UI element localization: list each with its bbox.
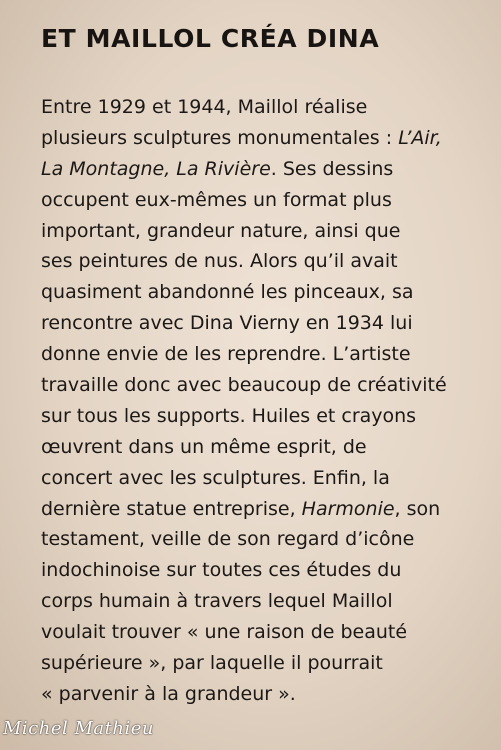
body-line [41,463,496,494]
body-line [41,586,496,617]
body-line [41,432,496,463]
body-text: Entre 1929 et 1944, Maillol réalise [41,96,368,118]
body-text: voulait trouver « une raison de beauté [41,621,408,644]
body-text: . Ses dessins [270,157,394,180]
body-text: occupent eux-mêmes un format plus [41,188,392,211]
body-text: œuvrent dans un même esprit, de [41,435,367,458]
body-text: dernière statue entreprise, [41,497,302,520]
body-line [41,277,496,308]
italic-title-text: L’Air, [398,126,442,149]
body-text: ses peintures de nus. Alors qu’il avait [41,250,398,273]
body-line [41,494,496,525]
photographer-watermark: Michel Mathieu [3,718,154,739]
body-line [41,308,496,339]
body-text: important, grandeur nature, ainsi que [41,219,401,242]
body-text: quasiment abandonné les pinceaux, sa [41,281,414,304]
body-line [41,555,496,586]
body-line [41,154,496,185]
body-line [41,648,496,679]
body-line [41,401,496,432]
body-line [41,92,496,123]
body-text: indochinoise sur toutes ces études du [41,559,402,582]
italic-title-text: La Montagne, La Rivière [41,157,271,180]
body-text: rencontre avec Dina Vierny en 1934 lui [41,312,413,335]
body-text: travaille donc avec beaucoup de créativité [41,374,447,397]
body-text: supérieure », par laquelle il pourrait [41,652,383,675]
body-line [41,617,496,648]
panel-body-text [41,92,496,710]
body-text: sur tous les supports. Huiles et crayons [41,404,417,427]
body-line [41,123,496,154]
body-line [41,216,496,247]
body-text: testament, veille de son regard d’icône [41,528,415,551]
body-text: plusieurs sculptures monumentales : [41,126,399,149]
body-text: donne envie de les reprendre. L’artiste [41,343,411,366]
body-line [41,185,496,216]
body-line [41,524,496,555]
body-text: « parvenir à la grandeur ». [41,682,296,705]
body-text: corps humain à travers lequel Maillol [41,590,393,613]
body-line [41,339,496,370]
body-line [41,370,496,401]
italic-title-text: Harmonie [301,497,395,520]
panel-title: ET MAILLOL CRÉA DINA [41,24,380,53]
body-line [41,679,496,710]
body-line [41,246,496,277]
body-text: , son [394,497,441,520]
body-text: concert avec les sculptures. Enfin, la [41,466,390,489]
